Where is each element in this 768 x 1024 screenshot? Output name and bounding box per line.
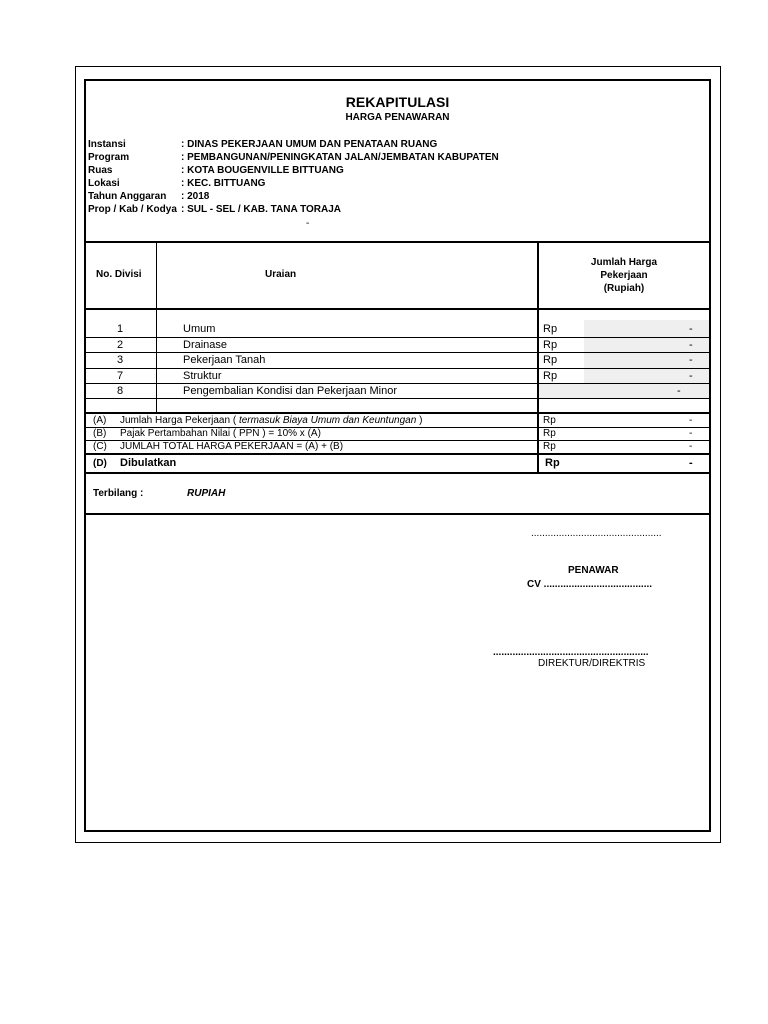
summary-rp: Rp <box>543 428 556 439</box>
summary-code: (A) <box>93 415 107 426</box>
row-no: 7 <box>116 370 124 382</box>
row-rp: Rp <box>543 354 558 366</box>
summary-value: - <box>689 441 693 452</box>
row-no: 2 <box>116 339 124 351</box>
terbilang-label: Terbilang : <box>93 488 144 499</box>
row-no: 1 <box>116 323 124 335</box>
info-value-prop: : SUL - SEL / KAB. TANA TORAJA <box>181 204 342 215</box>
info-value-instansi: : DINAS PEKERJAAN UMUM DAN PENATAAN RUANG <box>181 139 438 150</box>
row-uraian: Drainase <box>183 339 228 351</box>
row-rp: Rp <box>543 323 558 335</box>
info-label-tahun: Tahun Anggaran <box>88 191 167 202</box>
row-value: - <box>689 339 693 351</box>
document-title: REKAPITULASI <box>345 94 450 110</box>
col-header-uraian: Uraian <box>265 269 297 280</box>
summary-rp: Rp <box>543 441 556 452</box>
summary-value: - <box>689 415 693 426</box>
info-value-tahun: : 2018 <box>181 191 210 202</box>
col-header-jumlah-line2: Pekerjaan <box>600 270 648 281</box>
row-no: 8 <box>116 385 124 397</box>
row-rp: Rp <box>543 370 558 382</box>
summary-code: (B) <box>93 428 107 439</box>
row-value: - <box>689 323 693 335</box>
signature-date-line: ............................................... <box>531 528 662 539</box>
row-uraian: Umum <box>183 323 216 335</box>
summary-value: - <box>689 428 693 439</box>
info-value-ruas: : KOTA BOUGENVILLE BITTUANG <box>181 165 344 176</box>
info-label-instansi: Instansi <box>88 139 126 150</box>
col-header-no: No. Divisi <box>96 269 142 280</box>
info-label-ruas: Ruas <box>88 165 113 176</box>
info-value-lokasi: : KEC. BITTUANG <box>181 178 266 189</box>
row-uraian: Pekerjaan Tanah <box>183 354 266 366</box>
signature-role: DIREKTUR/DIREKTRIS <box>538 658 646 669</box>
col-divider-no <box>156 243 157 413</box>
col-header-jumlah-line3: (Rupiah) <box>603 283 645 294</box>
summary-label-text: Jumlah Harga Pekerjaan ( <box>120 415 237 426</box>
row-uraian: Pengembalian Kondisi dan Pekerjaan Minor <box>183 385 398 397</box>
summary-code: (C) <box>93 441 107 452</box>
row-value: - <box>677 385 681 397</box>
table-top-line <box>84 241 711 243</box>
summary-value: - <box>689 457 693 469</box>
row-value: - <box>689 354 693 366</box>
row-line <box>84 398 711 399</box>
table-body-bottom-line <box>84 412 711 414</box>
row-value: - <box>689 370 693 382</box>
row-no: 3 <box>116 354 124 366</box>
document-subtitle: HARGA PENAWARAN <box>345 112 450 123</box>
terbilang-bottom-line <box>84 513 711 515</box>
summary-label-close: ) <box>419 415 423 426</box>
col-header-jumlah-line1: Jumlah Harga <box>590 257 658 268</box>
signature-penawar: PENAWAR <box>568 565 619 576</box>
info-label-program: Program <box>88 152 130 163</box>
summary-code: (D) <box>93 458 107 469</box>
info-label-lokasi: Lokasi <box>88 178 120 189</box>
document-frame <box>84 79 711 832</box>
signature-sign-line: ........................................................ <box>493 647 649 658</box>
row-uraian: Struktur <box>183 370 222 382</box>
summary-label-italic: termasuk Biaya Umum dan Keuntungan <box>238 415 417 426</box>
terbilang-value: RUPIAH <box>187 488 226 499</box>
info-label-prop: Prop / Kab / Kodya <box>88 204 177 215</box>
shade-cell <box>539 384 709 398</box>
summary-label: JUMLAH TOTAL HARGA PEKERJAAN = (A) + (B) <box>120 441 344 452</box>
summary-label: Pajak Pertambahan Nilai ( PPN ) = 10% x (A) <box>120 428 321 439</box>
summary-rp: Rp <box>545 457 560 469</box>
info-dash: - <box>306 218 310 229</box>
summary-label: Dibulatkan <box>120 457 177 469</box>
summary-label <box>120 415 422 426</box>
row-line <box>84 453 711 455</box>
table-bottom-line <box>84 472 711 474</box>
row-rp: Rp <box>543 339 558 351</box>
signature-cv: CV ....................................... <box>527 579 653 590</box>
summary-rp: Rp <box>543 415 556 426</box>
info-value-program: : PEMBANGUNAN/PENINGKATAN JALAN/JEMBATAN KABUPATEN <box>181 152 499 163</box>
table-header-bottom-line <box>84 308 711 310</box>
